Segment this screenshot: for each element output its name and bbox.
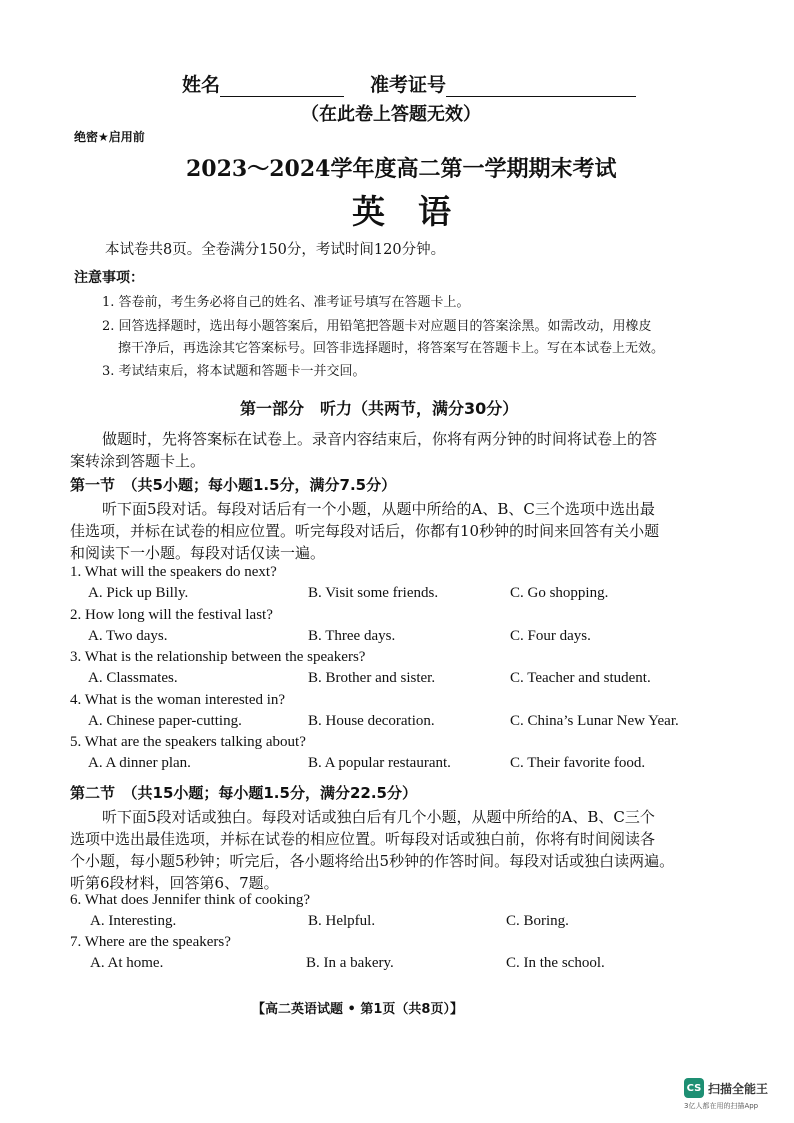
part1-instruction-line: 做题时，先将答案标在试卷上。录音内容结束后，你将有两分钟的时间将试卷上的答 (102, 430, 658, 448)
notice-item: 2. 回答选择题时，选出每小题答案后，用铅笔把答题卡对应题目的答案涂黑。如需改动，用橡皮 (102, 319, 652, 334)
notice-item: 擦干净后，再选涂其它答案标号。回答非选择题时，将答案写在答题卡上。写在本试卷上无效。 (118, 341, 665, 356)
name-blank (220, 76, 344, 97)
option-b: B. Three days. (308, 628, 396, 644)
question-text: 4. What is the woman interested in? (70, 692, 286, 708)
option-c: C. Four days. (510, 628, 591, 644)
question-text: 5. What are the speakers talking about? (70, 734, 306, 750)
option-a: A. Two days. (88, 628, 168, 644)
section2-instruction-line: 听下面5段对话或独白。每段对话或独白后有几个小题，从题中所给的A、B、C三个 (102, 808, 655, 826)
section1-instruction-line: 佳选项，并标在试卷的相应位置。听完每段对话后，你都有10秒钟的时间来回答有关小题 (70, 522, 660, 540)
part1-title: 第一部分 听力（共两节，满分30分） (240, 399, 519, 418)
option-c: C. Their favorite food. (510, 755, 646, 771)
option-a: A. Chinese paper-cutting. (88, 713, 242, 729)
option-a: A. Pick up Billy. (88, 585, 189, 601)
option-b: B. In a bakery. (306, 955, 394, 971)
ticket-field (370, 70, 636, 97)
invalid-note: （在此卷上答题无效） (301, 104, 481, 125)
section1-instruction-line: 听下面5段对话。每段对话后有一个小题，从题中所给的A、B、C三个选项中选出最 (102, 500, 655, 518)
name-label: 姓名 (182, 74, 221, 96)
option-c: C. China’s Lunar New Year. (510, 713, 679, 729)
section2-instruction-line: 选项中选出最佳选项，并标在试卷的相应位置。听每段对话或独白前，你将有时间阅读各 (70, 830, 656, 848)
option-c: C. Teacher and student. (510, 670, 651, 686)
part1-instruction-line: 案转涂到答题卡上。 (70, 452, 206, 470)
section1-title: 第一节 （共5小题；每小题1.5分，满分7.5分） (70, 476, 397, 494)
question-text: 3. What is the relationship between the speakers? (70, 649, 366, 665)
ticket-label: 准考证号 (370, 74, 447, 96)
question-text: 1. What will the speakers do next? (70, 564, 277, 580)
ticket-blank (446, 76, 636, 97)
option-b: B. A popular restaurant. (308, 755, 451, 771)
secret-tag: 绝密★启用前 (74, 130, 145, 144)
option-b: B. Brother and sister. (308, 670, 436, 686)
cs-logo-icon: CS (684, 1078, 704, 1098)
page-footer: 【高二英语试题 • 第1页（共8页）】 (252, 1002, 463, 1017)
option-c: C. Boring. (506, 913, 569, 929)
notice-item: 3. 考试结束后，将本试题和答题卡一并交回。 (102, 364, 366, 379)
section2-instruction-line: 听第6段材料，回答第6、7题。 (70, 874, 279, 892)
option-c: C. Go shopping. (510, 585, 609, 601)
option-b: B. Visit some friends. (308, 585, 439, 601)
option-a: A. At home. (90, 955, 164, 971)
notice-item: 1. 答卷前，考生务必将自己的姓名、准考证号填写在答题卡上。 (102, 295, 470, 310)
scanner-tagline: 3亿人都在用的扫描App (684, 1102, 759, 1110)
intro-text: 本试卷共8页。全卷满分150分，考试时间120分钟。 (105, 242, 446, 258)
section1-instruction-line: 和阅读下一小题。每段对话仅读一遍。 (70, 544, 326, 562)
name-field (182, 70, 344, 97)
section2-title: 第二节 （共15小题；每小题1.5分，满分22.5分） (70, 784, 417, 802)
option-b: B. House decoration. (308, 713, 435, 729)
option-c: C. In the school. (506, 955, 605, 971)
option-a: A. A dinner plan. (88, 755, 191, 771)
subject-title: 英 语 (352, 192, 451, 231)
scanner-watermark (684, 1078, 768, 1098)
question-text: 2. How long will the festival last? (70, 607, 273, 623)
option-a: A. Interesting. (90, 913, 177, 929)
exam-title: 2023～2024学年度高二第一学期期末考试 (186, 156, 617, 182)
scanner-brand: 扫描全能王 (708, 1081, 769, 1096)
option-b: B. Helpful. (308, 913, 376, 929)
section2-instruction-line: 个小题，每小题5秒钟；听完后，各小题将给出5秒钟的作答时间。每段对话或独白读两遍。 (70, 852, 675, 870)
question-text: 7. Where are the speakers? (70, 934, 231, 950)
option-a: A. Classmates. (88, 670, 178, 686)
question-text: 6. What does Jennifer think of cooking? (70, 892, 311, 908)
notices-title: 注意事项： (74, 270, 144, 286)
